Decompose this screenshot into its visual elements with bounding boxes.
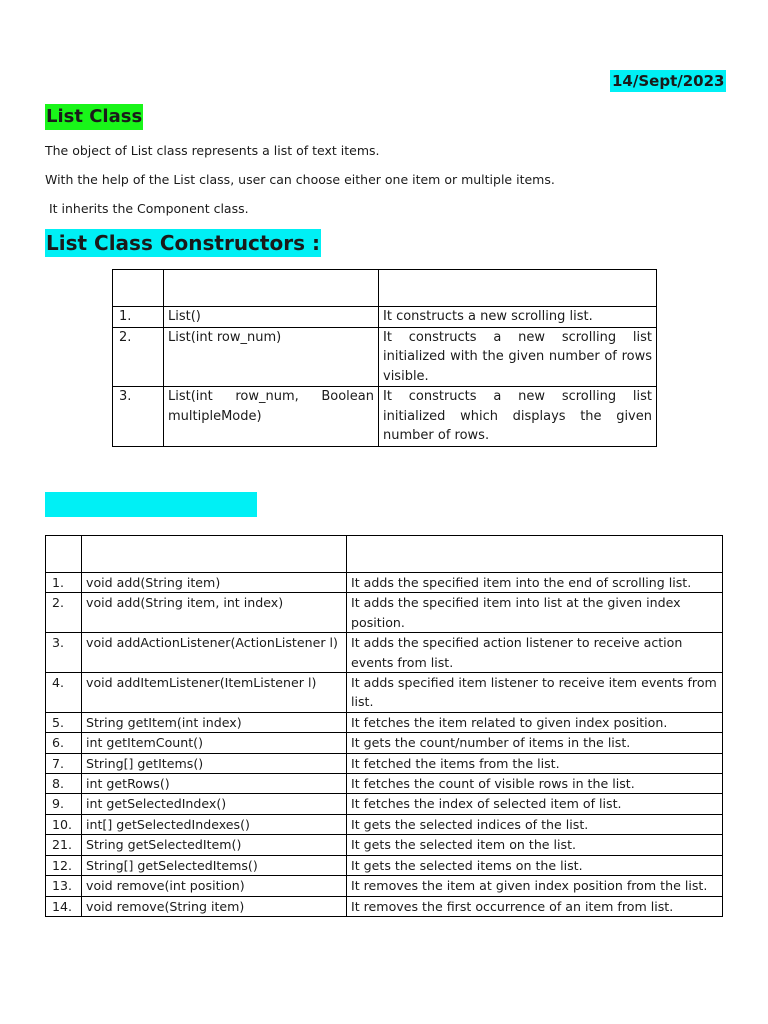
constructor-description: It constructs a new scrolling list initialized with the given number of rows visible.: [379, 327, 657, 387]
row-number: 10.: [46, 814, 82, 834]
row-number: 1.: [113, 307, 164, 328]
method-signature: int[] getSelectedIndexes(): [82, 814, 347, 834]
table-row: [46, 712, 723, 732]
table-row: [46, 774, 723, 794]
method-signature: String getSelectedItem(): [82, 835, 347, 855]
row-number: 8.: [46, 774, 82, 794]
table-header-row: [113, 270, 657, 307]
method-signature: void addActionListener(ActionListener l): [82, 633, 347, 673]
table-row: [46, 835, 723, 855]
method-description: It fetches the count of visible rows in the list.: [347, 774, 723, 794]
method-description: It fetches the index of selected item of list.: [347, 794, 723, 814]
table-row: [46, 855, 723, 875]
row-number: 12.: [46, 855, 82, 875]
row-number: 5.: [46, 712, 82, 732]
row-number: 13.: [46, 876, 82, 896]
method-description: It fetched the items from the list.: [347, 753, 723, 773]
method-description: It fetches the item related to given index position.: [347, 712, 723, 732]
method-description: It adds the specified action listener to receive action events from list.: [347, 633, 723, 673]
method-signature: String[] getItems(): [82, 753, 347, 773]
header-cell: [113, 270, 164, 307]
method-description: It gets the selected items on the list.: [347, 855, 723, 875]
row-number: 3.: [113, 387, 164, 447]
table-row: [113, 327, 657, 387]
row-number: 6.: [46, 733, 82, 753]
method-description: It adds the specified item into list at the given index position.: [347, 593, 723, 633]
method-description: It gets the count/number of items in the list.: [347, 733, 723, 753]
header-cell: [82, 536, 347, 573]
header-cell: [164, 270, 379, 307]
row-number: 7.: [46, 753, 82, 773]
method-signature: void add(String item): [82, 573, 347, 593]
paragraph-1: The object of List class represents a list of text items.: [45, 143, 380, 158]
row-number: 2.: [46, 593, 82, 633]
method-signature: void add(String item, int index): [82, 593, 347, 633]
row-number: 9.: [46, 794, 82, 814]
table-row: [46, 896, 723, 916]
method-signature: void addItemListener(ItemListener l): [82, 673, 347, 713]
table-row: [46, 673, 723, 713]
paragraph-3: It inherits the Component class.: [45, 201, 249, 216]
constructor-signature: List(int row_num): [164, 327, 379, 387]
constructors-heading: List Class Constructors :: [46, 231, 320, 255]
row-number: 21.: [46, 835, 82, 855]
table-row: [46, 794, 723, 814]
list-class-heading: List Class: [45, 104, 143, 130]
method-description: It removes the item at given index position from the list.: [347, 876, 723, 896]
method-signature: void remove(String item): [82, 896, 347, 916]
row-number: 14.: [46, 896, 82, 916]
header-cell: [379, 270, 657, 307]
row-number: 1.: [46, 573, 82, 593]
constructor-signature: List(): [164, 307, 379, 328]
method-description: It removes the first occurrence of an item from list.: [347, 896, 723, 916]
table-row: [113, 307, 657, 328]
row-number: 2.: [113, 327, 164, 387]
header-cell: [347, 536, 723, 573]
table-row: [46, 633, 723, 673]
method-description: It gets the selected indices of the list.: [347, 814, 723, 834]
methods-table: [45, 535, 723, 917]
document-date: 14/Sept/2023: [612, 72, 725, 90]
table-row: [46, 814, 723, 834]
row-number: 4.: [46, 673, 82, 713]
method-signature: void remove(int position): [82, 876, 347, 896]
table-row: [46, 593, 723, 633]
constructors-table: [112, 269, 657, 447]
table-row: [46, 753, 723, 773]
paragraph-2: With the help of the List class, user can choose either one item or multiple items.: [45, 172, 555, 187]
method-signature: String[] getSelectedItems(): [82, 855, 347, 875]
method-signature: int getSelectedIndex(): [82, 794, 347, 814]
table-row: [46, 876, 723, 896]
methods-heading-highlight: [45, 492, 257, 517]
method-description: It adds specified item listener to receive item events from list.: [347, 673, 723, 713]
row-number: 3.: [46, 633, 82, 673]
table-row: [46, 733, 723, 753]
method-signature: int getRows(): [82, 774, 347, 794]
method-signature: int getItemCount(): [82, 733, 347, 753]
table-row: [113, 387, 657, 447]
method-description: It adds the specified item into the end of scrolling list.: [347, 573, 723, 593]
constructor-signature: List(int row_num, Boolean multipleMode): [164, 387, 379, 447]
table-row: [46, 573, 723, 593]
constructor-description: It constructs a new scrolling list.: [379, 307, 657, 328]
table-header-row: [46, 536, 723, 573]
method-signature: String getItem(int index): [82, 712, 347, 732]
constructor-description: It constructs a new scrolling list initialized which displays the given number of rows.: [379, 387, 657, 447]
method-description: It gets the selected item on the list.: [347, 835, 723, 855]
header-cell: [46, 536, 82, 573]
